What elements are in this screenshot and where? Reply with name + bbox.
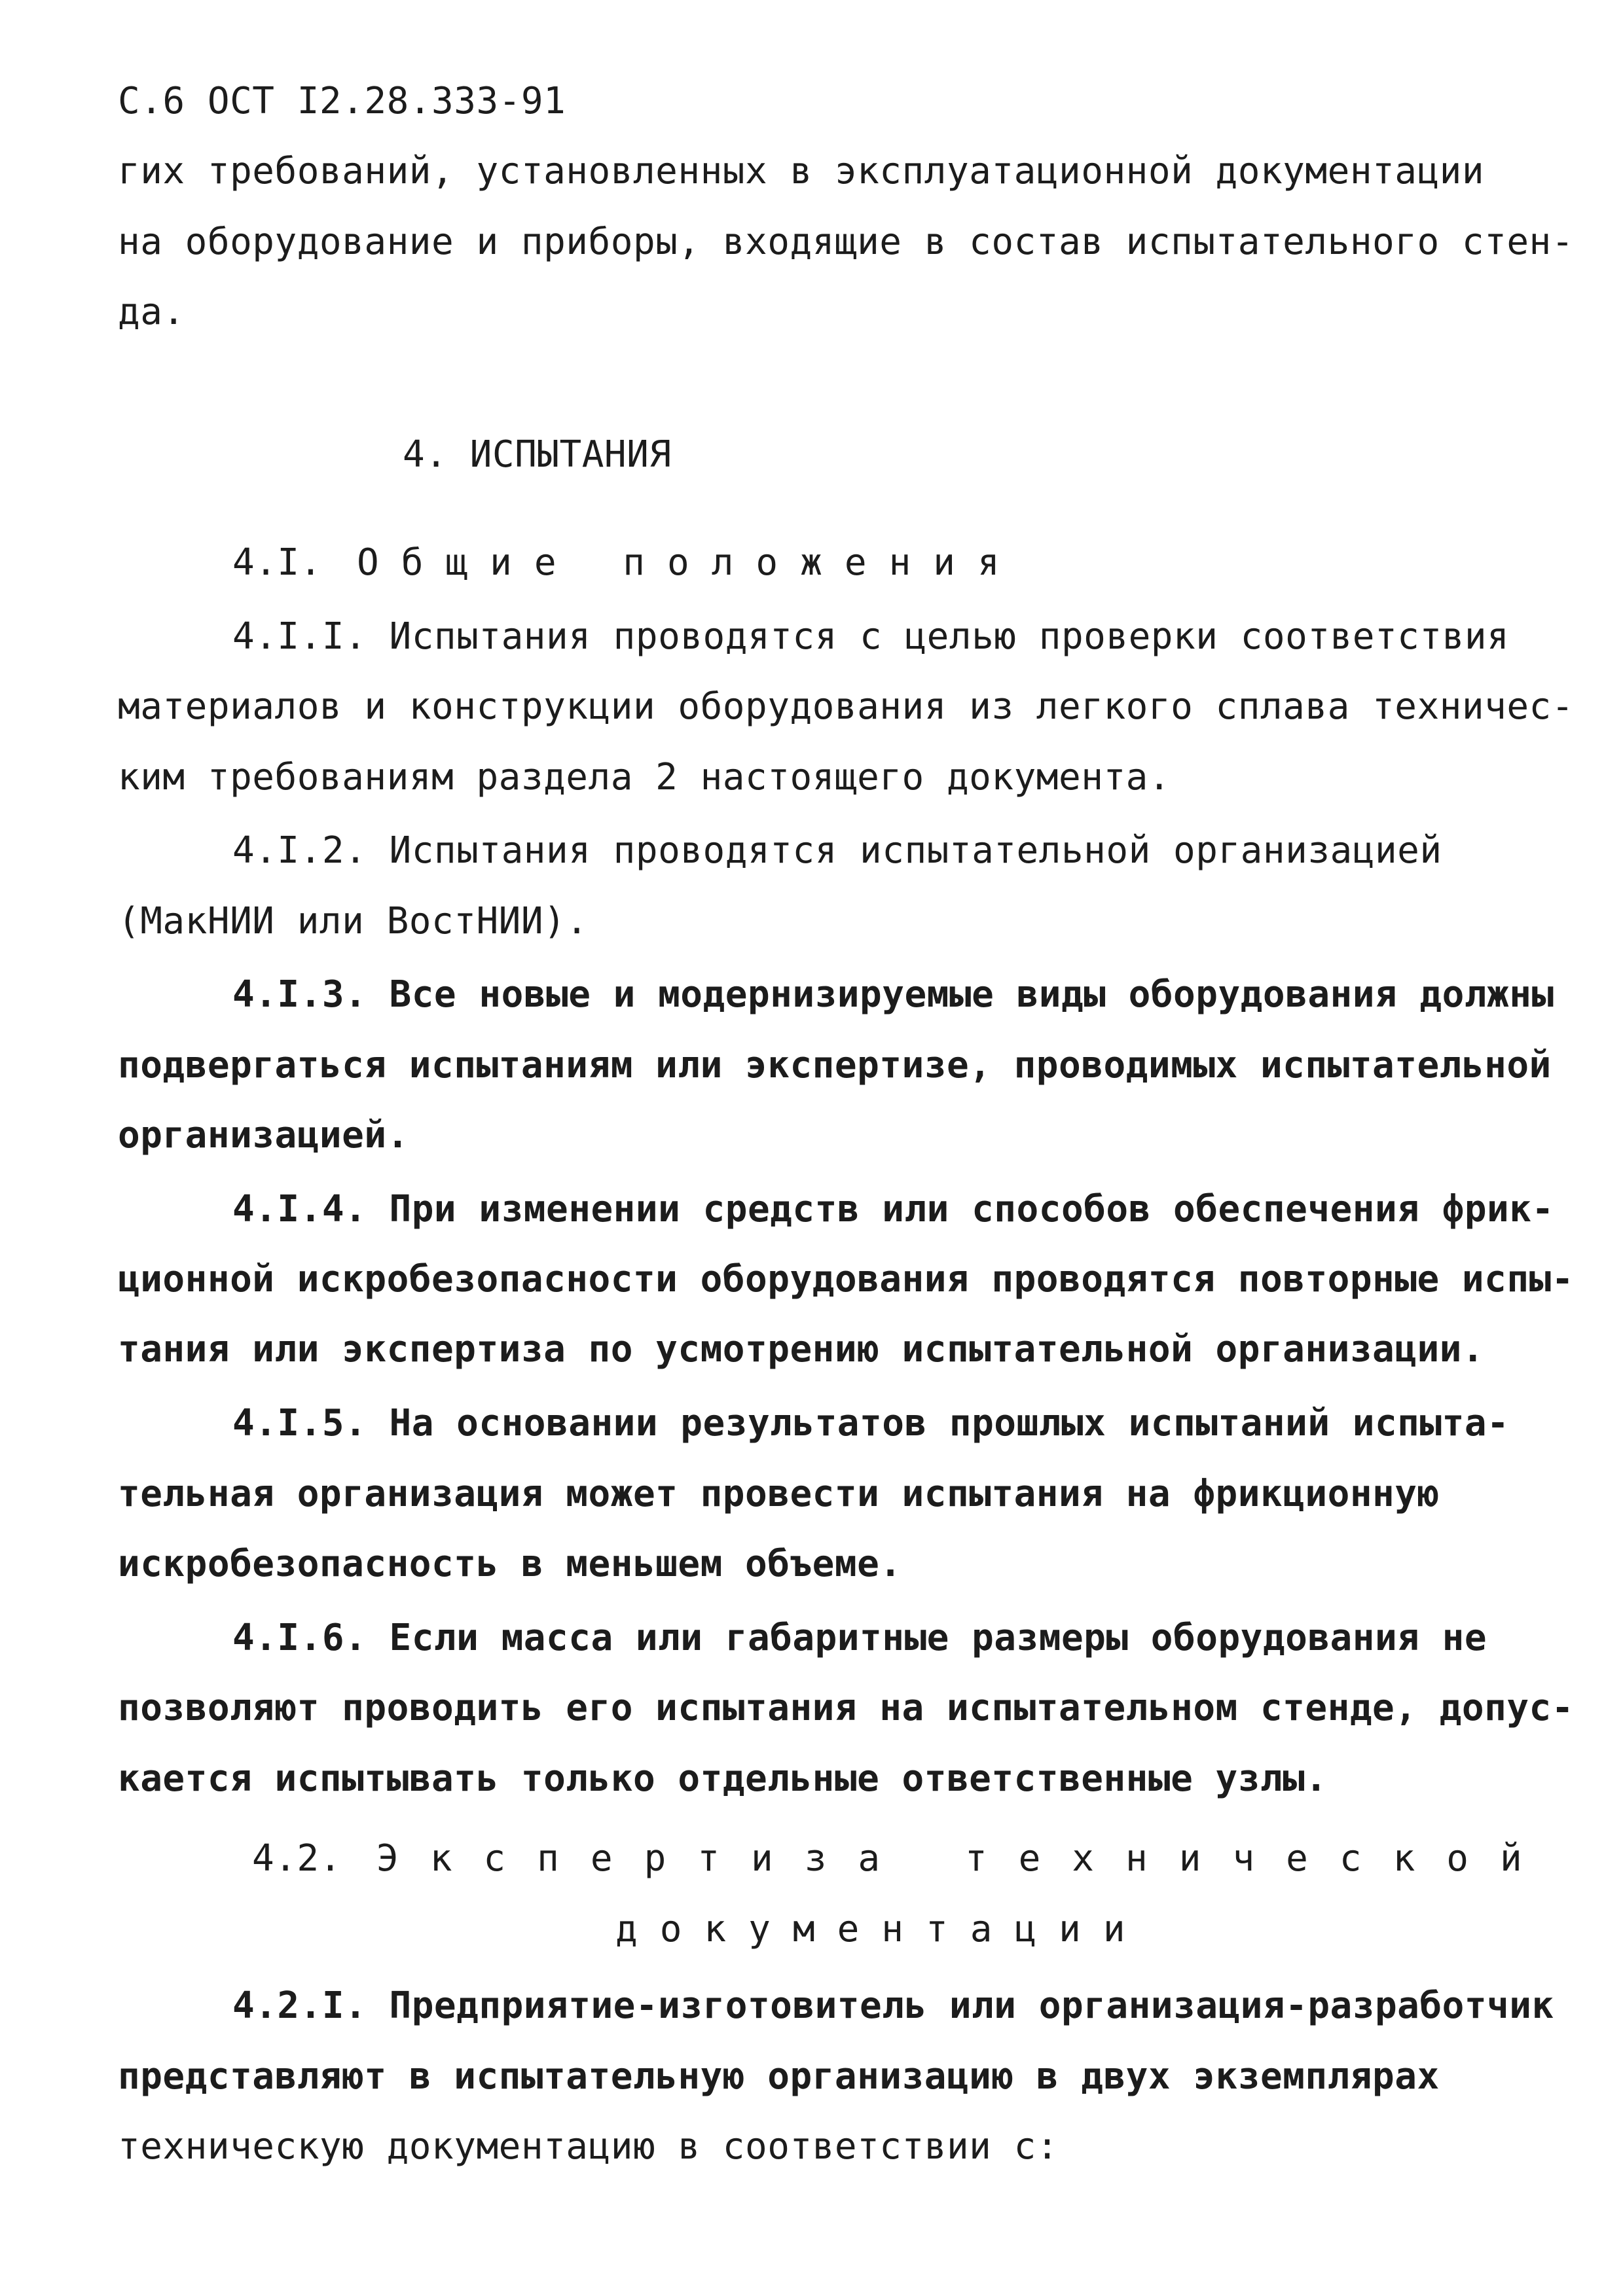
paragraph-4-1-4-line-2: ционной искробезопасности оборудования проводятся повторные испы- [118,1258,1574,1300]
subsection-4-2-number: 4.2. [252,1837,342,1880]
paragraph-4-1-5-line-3: искробезопасность в меньшем объеме. [118,1543,902,1585]
paragraph-4-1-6-line-2: позволяют проводить его испытания на испытательном стенде, допус- [118,1687,1574,1729]
subsection-4-1-number: 4.I. [232,541,322,584]
paragraph-4-2-1-line-1: 4.2.I. Предприятие-изготовитель или организация-разработчик [232,1984,1554,2027]
paragraph-4-1-5-line-2: тельная организация может провести испытания на фрикционную [118,1473,1440,1515]
paragraph-4-1-4-line-1: 4.I.4. При изменении средств или способов обеспечения фрик- [232,1188,1554,1230]
intro-line-1: гих требований, установленных в эксплуатационной документации [118,150,1485,192]
paragraph-4-1-1-line-2: материалов и конструкции оборудования из легкого сплава техничес- [118,685,1574,728]
paragraph-4-1-1-line-3: ким требованиям раздела 2 настоящего документа. [118,756,1171,798]
subsection-4-2-title-line-1: Экспертиза технической [376,1837,1554,1880]
paragraph-4-2-1-line-2: представляют в испытательную организацию в двух экземплярах [118,2055,1440,2098]
intro-line-3: да. [118,291,185,333]
paragraph-4-1-3-line-3: организацией. [118,1114,409,1157]
subsection-4-2-title-line-2: документации [615,1908,1148,1950]
paragraph-4-2-1-line-3: техническую документацию в соответствии с: [118,2125,1059,2168]
page-header: С.6 ОСТ I2.28.333-91 [118,80,566,122]
intro-line-2: на оборудование и приборы, входящие в состав испытательного стен- [118,221,1574,263]
paragraph-4-1-3-line-1: 4.I.3. Все новые и модернизируемые виды оборудования должны [232,973,1554,1016]
paragraph-4-1-1-line-1: 4.I.I. Испытания проводятся с целью проверки соответствия [232,615,1510,658]
paragraph-4-1-3-line-2: подвергаться испытаниям или экспертизе, проводимых испытательной [118,1044,1552,1086]
section-4-title: 4. ИСПЫТАНИЯ [403,433,672,476]
paragraph-4-1-2-line-1: 4.I.2. Испытания проводятся испытательной организацией [232,829,1442,872]
subsection-4-1-title: Общие положения [357,541,1022,584]
paragraph-4-1-4-line-3: тания или экспертиза по усмотрению испытательной организации. [118,1328,1485,1371]
paragraph-4-1-6-line-3: кается испытывать только отдельные ответственные узлы. [118,1757,1328,1800]
paragraph-4-1-2-line-2: (МакНИИ или ВостНИИ). [118,900,589,942]
paragraph-4-1-5-line-1: 4.I.5. На основании результатов прошлых испытаний испыта- [232,1402,1510,1444]
paragraph-4-1-6-line-1: 4.I.6. Если масса или габаритные размеры оборудования не [232,1617,1487,1659]
